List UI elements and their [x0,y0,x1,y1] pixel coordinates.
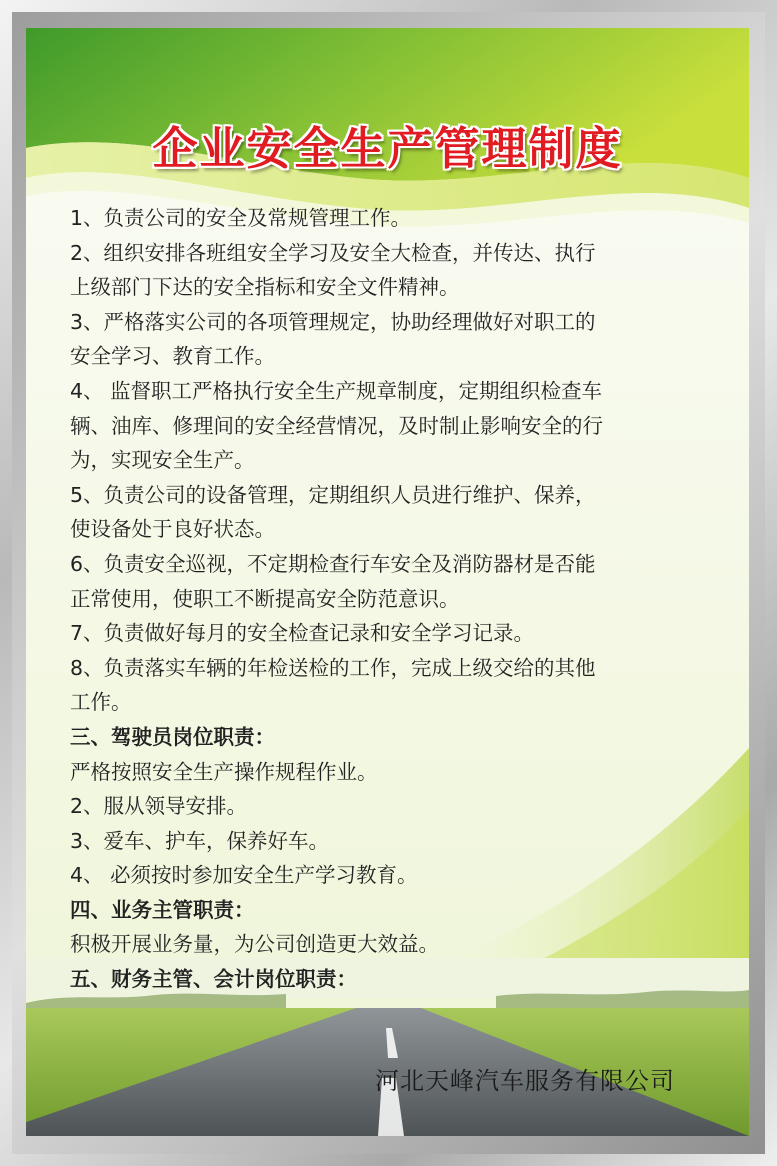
regulation-line: 1、负责公司的安全及常规管理工作。 [70,206,412,230]
regulation-line: 4、 监督职工严格执行安全生产规章制度，定期组织检查车 [70,378,603,403]
regulation-line: 8、负责落实车辆的年检送检的工作，完成上级交给的其他 [70,655,596,680]
regulation-line: 严格按照安全生产操作规程作业。 [70,759,378,784]
regulation-line: 3、爱车、护车，保养好车。 [70,828,330,853]
regulation-line: 工作。 [70,690,132,715]
section-heading: 三、驾驶员岗位职责： [70,724,275,749]
regulation-line: 2、服从领导安排。 [70,794,248,819]
regulation-line: 正常使用，使职工不断提高安全防范意识。 [70,586,460,611]
regulation-line: 为，实现安全生产。 [70,448,255,473]
regulation-line: 安全学习、教育工作。 [70,344,275,369]
company-signature: 河北天峰汽车服务有限公司 [375,1067,675,1095]
regulation-line: 积极开展业务量，为公司创造更大效益。 [70,932,439,957]
section-heading: 五、财务主管、会计岗位职责： [70,967,357,992]
poster-board [26,28,749,1136]
regulations-body [70,201,710,997]
regulation-line: 2、组织安排各班组安全学习及安全大检查，并传达、执行 [70,240,596,265]
regulation-line: 使设备处于良好状态。 [70,517,275,542]
regulation-line: 7、负责做好每月的安全检查记录和安全学习记录。 [70,621,535,646]
regulation-line: 5、负责公司的设备管理，定期组织人员进行维护、保养， [70,482,596,507]
regulation-line: 辆、油库、修理间的安全经营情况，及时制止影响安全的行 [70,413,603,438]
regulation-line: 4、 必须按时参加安全生产学习教育。 [70,863,418,888]
regulation-line: 6、负责安全巡视，不定期检查行车安全及消防器材是否能 [70,551,596,576]
regulation-line: 上级部门下达的安全指标和安全文件精神。 [70,275,460,300]
regulation-line: 3、严格落实公司的各项管理规定，协助经理做好对职工的 [70,309,596,334]
poster-title: 企业安全生产管理制度 [152,122,623,175]
section-heading: 四、业务主管职责： [70,897,255,922]
